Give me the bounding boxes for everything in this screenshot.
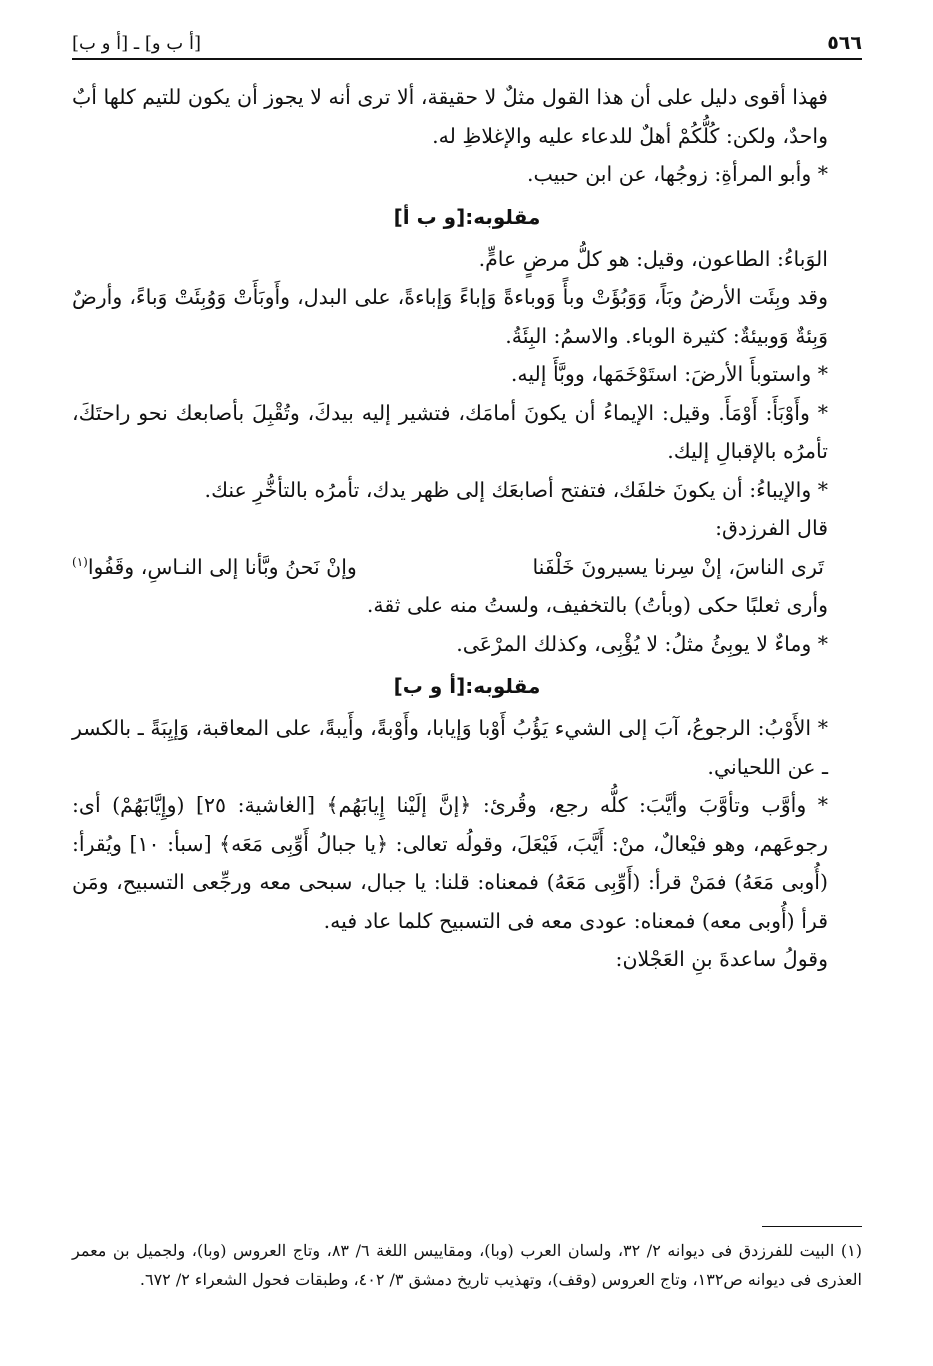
paragraph: الوَباءُ: الطاعون، وقيل: هو كلُّ مرضٍ عامٍّ. (478, 246, 828, 271)
book-page (72, 28, 862, 1328)
paragraph: * وأبو المرأةِ: زوجُها، عن ابن حبيب. (526, 162, 828, 186)
paragraph: * والإيباءُ: أن يكونَ خلفَك، فتفتح أصابعَك إلى ظهر يدك، تأمرُه بالتأخُّرِ عنك. (204, 477, 828, 502)
paragraph: فهذا أقوى دليل على أن هذا القول مثلٌ لا حقيقة، ألا ترى أنه لا يجوز أن يكون للتيم كلها أبٌ واحدٌ، ولكن: كُلُّكُمْ أهلٌ للدعاء عليه والإغلاظِ له. (72, 85, 828, 148)
section-heading: مقلوبه:[و ب أ] (393, 204, 541, 229)
paragraph: وأرى ثعلبًا حكى (وبأتُ) بالتخفيف، ولستُ منه على ثقة. (366, 593, 828, 617)
running-head: [أ ب و] ـ [أ و ب] (72, 32, 201, 54)
footnote-marker: (١) (72, 554, 88, 569)
paragraph: * وأوَّب وتأوَّبَ وأيَّبَ: كلُّه رجع، وقُرئ: ﴿إنَّ إلَيْنا إِيابَهُم﴾ [الغاشية: ٢٥] (وإِيَّابَهُمْ) أى: رجوعَهم، وهو فيْعالٌ، منْ: أَيَّبَ، فَيْعَلَ، وقولُه تعالى: ﴿يا جبالُ أَوِّبِى مَعَه﴾ [سبأ: ١٠] ويُقرأ: (أُوبى مَعَهُ) فمَنْ قرأ: (أَوِّبِى مَعَهُ) فمعناه: قلنا: يا جبال، سبحى معه ورجِّعى التسبيح، ومَن قرأ (أُوبى معه) فمعناه: عودى معه فى التسبيح كلما عاد فيه. (72, 793, 829, 933)
paragraph: قال الفرزدق: (715, 516, 828, 540)
paragraph: وقولُ ساعدةَ بنِ العَجْلان: (615, 947, 828, 971)
poem-hemistich-2-wrap (72, 548, 357, 587)
paragraph: * وماءٌ لا يوبِئُ مثلُ: لا يُؤْبِى، وكذلك المرْعَى. (456, 631, 828, 656)
main-text (72, 78, 862, 979)
paragraph: وقد وبِئَت الأرضُ وبَاً، وَوَبُؤَتْ وبأً وَوباءةً وَإباءً وَإباءةً، على البدل، وأَوبَأَتْ وَوُبِئَتْ وَباءً، وأرضٌ وَبِئةٌ وَوبيئةٌ: كثيرة الوباء. والاسمُ: البِئَةُ. (72, 285, 828, 348)
paragraph: * الأَوْبُ: الرجوعُ، آبَ إلى الشيء يَؤُبُ أَوْبا وَإيابا، وأَوْبةً، وأَيبةً، على المعاقبة، وَإيِبَةً ـ بالكسر ـ عن اللحياني. (72, 716, 828, 779)
page-header (72, 28, 862, 60)
poem-hemistich-1: تَرى الناسَ، إنْ سِرنا يسيرونَ خَلْفَنا (532, 554, 824, 579)
section-heading: مقلوبه:[أ و ب] (393, 674, 541, 698)
poem-verse (72, 548, 862, 587)
footnote-divider (762, 1226, 862, 1227)
paragraph: * وأَوْبَأَ: أَوْمَأَ. وقيل: الإيماءُ أن يكونَ أمامَك، فتشير إليه بيدكَ، وتُقْبِلَ بأصابعك نحو راحتَكَ، تأمرُه بالإقبالِ إليك. (72, 400, 828, 463)
page-number: ٥٦٦ (827, 32, 862, 54)
footnote: (١) البيت للفرزدق فى ديوانه ٢/ ٣٢، ولسان العرب (وبا)، ومقاييس اللغة ٦/ ٨٣، وتاج العروس (وبا)، ولجميل بن معمر العذرى فى ديوانه ص١٣٢، وتاج العروس (وقف)، وتهذيب تاريخ دمشق ٣/ ٤٠٢، وطبقات فحول الشعراء ٢/ ٦٧٢. (72, 1241, 862, 1289)
footnotes (72, 1236, 862, 1294)
paragraph: * واستوبأَ الأرضَ: استَوْخَمَها، ووبَّأَ إليه. (510, 362, 828, 386)
poem-hemistich-2: وإنْ نَحنُ وبَّأنا إلى النـاسِ، وقَفُوا (87, 554, 357, 579)
